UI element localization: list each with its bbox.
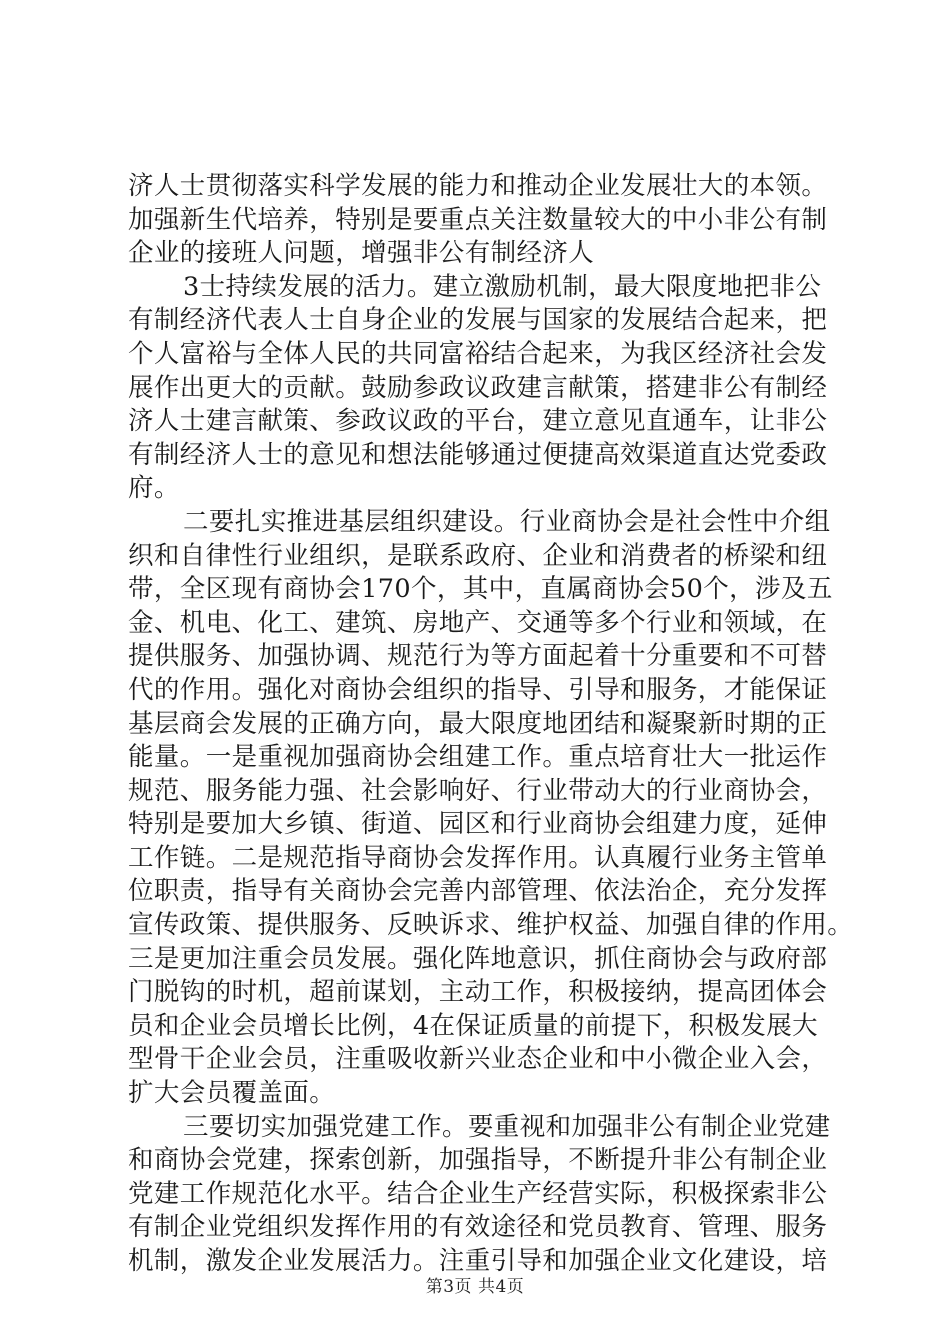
text-line: 三要切实加强党建工作。要重视和加强非公有制企业党建 xyxy=(183,1111,831,1142)
text-line: 提供服务、加强协调、规范行为等方面起着十分重要和不可替 xyxy=(128,641,828,672)
text-line: 机制，激发企业发展活力。注重引导和加强企业文化建设，培 xyxy=(128,1246,828,1276)
text-line: 金、机电、化工、建筑、房地产、交通等多个行业和领域，在 xyxy=(128,607,828,638)
text-line: 有制经济人士的意见和想法能够通过便捷高效渠道直达党委政 xyxy=(128,439,828,470)
text-line: 有制经济代表人士自身企业的发展与国家的发展结合起来，把 xyxy=(128,305,828,336)
text-line: 门脱钩的时机，超前谋划，主动工作，积极接纳，提高团体会 xyxy=(128,977,828,1008)
text-line: 济人士建言献策、参政议政的平台，建立意见直通车，让非公 xyxy=(128,406,828,437)
text-line: 带，全区现有商协会170个，其中，直属商协会50个，涉及五 xyxy=(128,574,833,605)
text-line: 员和企业会员增长比例，4在保证质量的前提下，积极发展大 xyxy=(128,1010,819,1041)
text-line: 党建工作规范化水平。结合企业生产经营实际，积极探索非公 xyxy=(128,1178,828,1209)
text-line: 和商协会党建，探索创新，加强指导，不断提升非公有制企业 xyxy=(128,1145,828,1176)
text-line: 府。 xyxy=(128,473,180,504)
text-line: 扩大会员覆盖面。 xyxy=(128,1078,336,1109)
text-line: 宣传政策、提供服务、反映诉求、维护权益、加强自律的作用。 xyxy=(128,910,854,941)
text-line: 三是更加注重会员发展。强化阵地意识，抓住商协会与政府部 xyxy=(128,943,828,974)
text-line: 规范、服务能力强、社会影响好、行业带动大的行业商协会， xyxy=(128,775,828,806)
text-line: 位职责，指导有关商协会完善内部管理、依法治企，充分发挥 xyxy=(128,876,828,907)
text-line: 能量。一是重视加强商协会组建工作。重点培育壮大一批运作 xyxy=(128,742,828,773)
text-line: 基层商会发展的正确方向，最大限度地团结和凝聚新时期的正 xyxy=(128,708,828,739)
text-line: 织和自律性行业组织，是联系政府、企业和消费者的桥梁和纽 xyxy=(128,540,828,571)
text-line: 个人富裕与全体人民的共同富裕结合起来，为我区经济社会发 xyxy=(128,338,828,369)
text-line: 有制企业党组织发挥作用的有效途径和党员教育、管理、服务 xyxy=(128,1212,828,1243)
text-line: 3士持续发展的活力。建立激励机制，最大限度地把非公 xyxy=(183,271,822,302)
text-line: 企业的接班人问题，增强非公有制经济人 xyxy=(128,238,595,269)
text-line: 工作链。二是规范指导商协会发挥作用。认真履行业务主管单 xyxy=(128,842,828,873)
text-line: 济人士贯彻落实科学发展的能力和推动企业发展壮大的本领。 xyxy=(128,171,828,201)
page-number-footer: 第3页 共4页 xyxy=(425,1277,525,1297)
text-line: 代的作用。强化对商协会组织的指导、引导和服务，才能保证 xyxy=(128,674,828,705)
text-line: 展作出更大的贡献。鼓励参政议政建言献策，搭建非公有制经 xyxy=(128,372,828,403)
text-line: 型骨干企业会员，注重吸收新兴业态企业和中小微企业入会， xyxy=(128,1044,828,1075)
text-line: 特别是要加大乡镇、街道、园区和行业商协会组建力度，延伸 xyxy=(128,809,828,840)
document-body xyxy=(128,170,854,1279)
text-line: 加强新生代培养，特别是要重点关注数量较大的中小非公有制 xyxy=(128,204,828,235)
text-line: 二要扎实推进基层组织建设。行业商协会是社会性中介组 xyxy=(183,506,831,537)
